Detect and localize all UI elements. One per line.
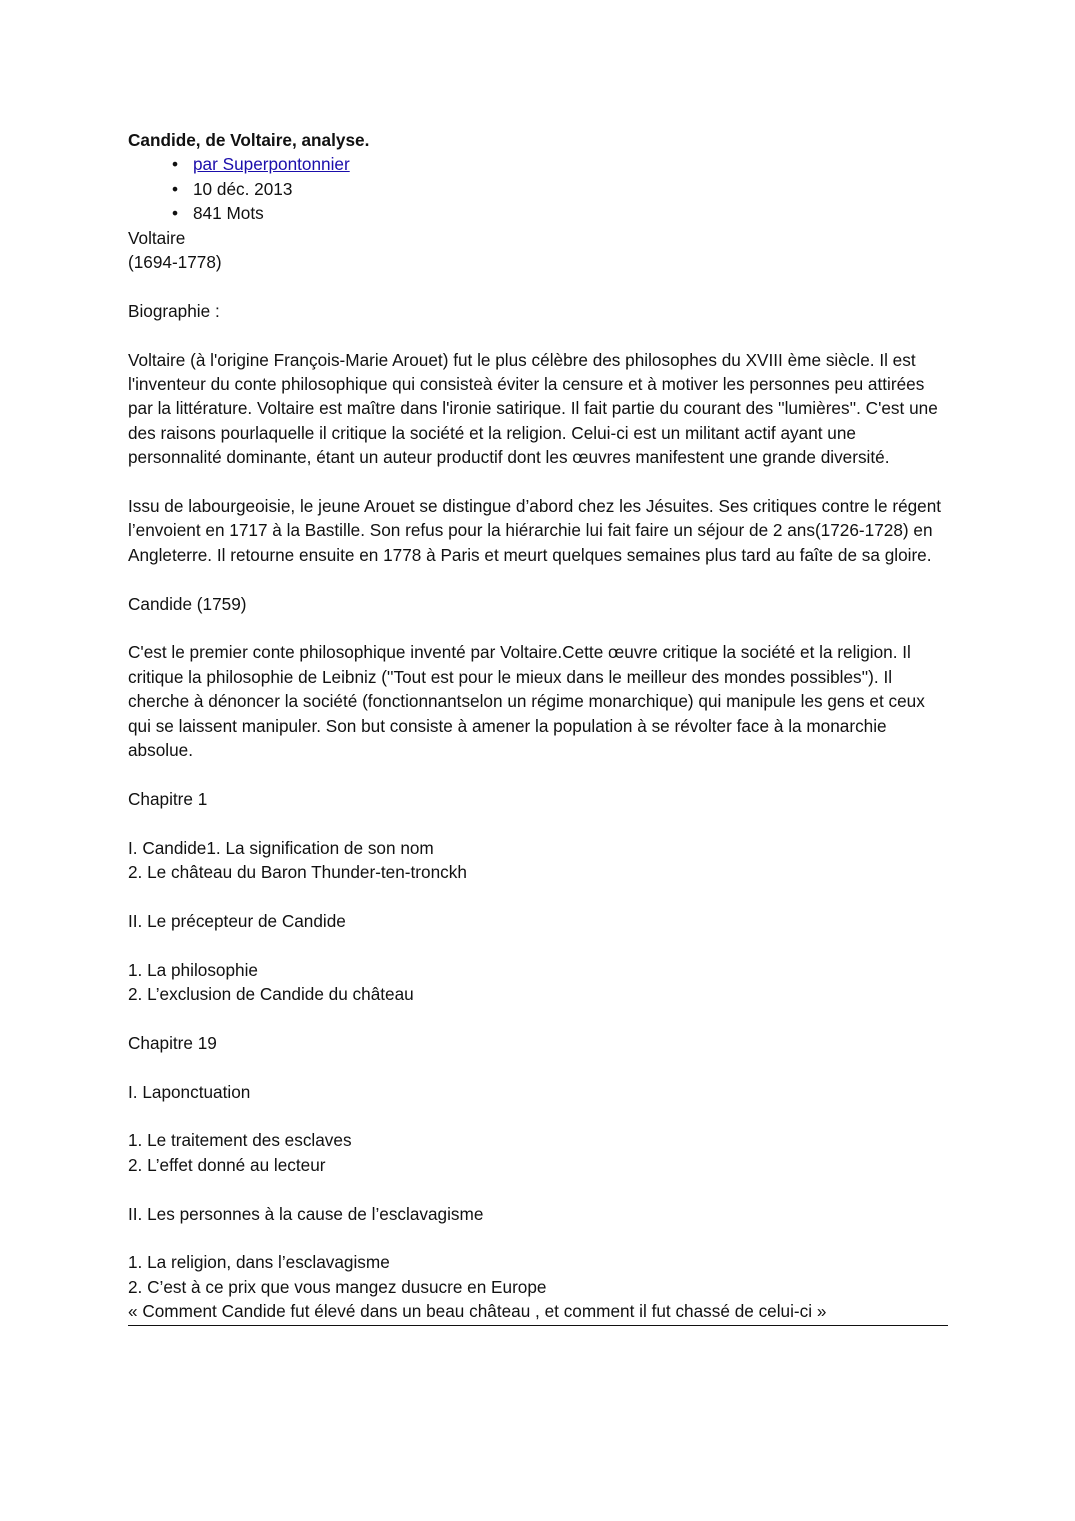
meta-author-item bbox=[128, 152, 948, 176]
spacer bbox=[128, 567, 948, 591]
biography-heading: Biographie : bbox=[128, 300, 220, 321]
spacer bbox=[128, 470, 948, 494]
meta-word-count-item: • 841 Mots bbox=[128, 201, 948, 225]
chapter-19-part-1-item-1: 1. Le traitement des esclaves bbox=[128, 1130, 352, 1151]
chapter-1-part-2-title: II. Le précepteur de Candide bbox=[128, 910, 346, 931]
document-page bbox=[128, 128, 948, 1326]
spacer bbox=[128, 1006, 948, 1030]
chapter-1-part-1-item-2: 2. Le château du Baron Thunder-ten-tronckh bbox=[128, 862, 467, 883]
spacer bbox=[128, 1226, 948, 1250]
spacer bbox=[128, 762, 948, 786]
candide-heading: Candide (1759) bbox=[128, 593, 247, 614]
chapter-19-heading: Chapitre 19 bbox=[128, 1032, 217, 1053]
biography-paragraph-2: Issu de labourgeoisie, le jeune Arouet se distingue d’abord chez les Jésuites. Ses critiques contre le régent l’envoient en 1717 à la Bastille. Son refus pour la hiérarchie lui fait faire un séjour de 2 ans(1726-1728) en Angleterre. Il retourne ensuite en 1778 à Paris et meurt quelques semaines plus tard au faîte de sa gloire. bbox=[128, 495, 942, 565]
chapter-19-part-2-item-1: 1. La religion, dans l’esclavagisme bbox=[128, 1252, 390, 1273]
spacer bbox=[128, 274, 948, 298]
spacer bbox=[128, 884, 948, 908]
spacer bbox=[128, 1055, 948, 1079]
chapter-1-heading: Chapitre 1 bbox=[128, 788, 208, 809]
spacer bbox=[128, 1177, 948, 1201]
author-dates: (1694-1778) bbox=[128, 251, 222, 272]
spacer bbox=[128, 616, 948, 640]
document-title: Candide, de Voltaire, analyse. bbox=[128, 130, 370, 150]
chapter-19-part-1-title: I. Laponctuation bbox=[128, 1081, 251, 1102]
document-meta-list bbox=[128, 152, 948, 225]
candide-paragraph: C'est le premier conte philosophique inventé par Voltaire.Cette œuvre critique la société et la religion. Il critique la philosophie de Leibniz (''Tout est pour le mieux dans le meilleur des mondes possibles''). Il cherche à dénoncer la société (fonctionnantselon un régime monarchique) qui manipule les gens et ceux qui se laissent manipuler. Son but consiste à amener la population à se révolter face à la monarchie absolue. bbox=[128, 642, 925, 761]
spacer bbox=[128, 1104, 948, 1128]
biography-paragraph-1: Voltaire (à l'origine François-Marie Arouet) fut le plus célèbre des philosophes du XVIII ème siècle. Il est l'inventeur du conte philosophique qui consisteà éviter la censure et à motiver les personnes peu attirées par la littérature. Voltaire est maître dans l'ironie satirique. Il fait partie du courant des ''lumières''. C'est une des raisons pourlaquelle il critique la société et la religion. Celui-ci est un militant actif ayant une personnalité dominante, étant un auteur productif dont les œuvres manifestent une grande diversité. bbox=[128, 349, 938, 468]
author-name: Voltaire bbox=[128, 227, 186, 248]
spacer bbox=[128, 323, 948, 347]
chapter-19-part-2-item-2: 2. C’est à ce prix que vous mangez dusucre en Europe bbox=[128, 1276, 547, 1297]
chapter-1-part-2-item-1: 1. La philosophie bbox=[128, 959, 258, 980]
chapter-1-part-1-title: I. Candide1. La signification de son nom bbox=[128, 837, 434, 858]
meta-date-item: • 10 déc. 2013 bbox=[128, 177, 948, 201]
closing-quote: « Comment Candide fut élevé dans un beau château , et comment il fut chassé de celui-ci » bbox=[128, 1299, 948, 1325]
spacer bbox=[128, 811, 948, 835]
spacer bbox=[128, 933, 948, 957]
chapter-19-part-2-title: II. Les personnes à la cause de l’esclavagisme bbox=[128, 1203, 484, 1224]
chapter-19-part-1-item-2: 2. L’effet donné au lecteur bbox=[128, 1154, 326, 1175]
author-link[interactable]: par Superpontonnier bbox=[193, 154, 350, 175]
chapter-1-part-2-item-2: 2. L’exclusion de Candide du château bbox=[128, 984, 414, 1005]
